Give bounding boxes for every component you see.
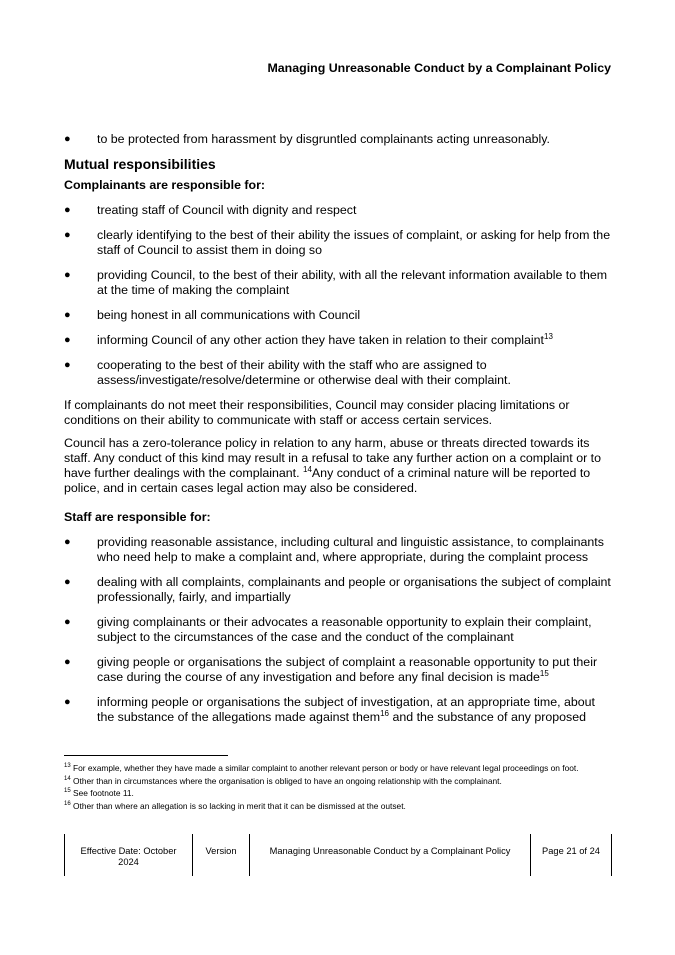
- list-item: [64, 228, 611, 258]
- footnote-number: 16: [64, 800, 71, 807]
- page-footer: [64, 834, 612, 876]
- bullet-icon: ●: [64, 576, 71, 588]
- list-item: [64, 308, 611, 323]
- bullet-icon: ●: [64, 359, 71, 371]
- list-item-text: informing people or organisations the subject of investigation, at an appropriate time, about the substance of the allegations made against them: [97, 695, 595, 724]
- paragraph-zero-tolerance: [64, 436, 611, 496]
- list-item-text: informing Council of any other action they have taken in relation to their complaint: [97, 333, 545, 347]
- bullet-icon: ●: [64, 536, 71, 548]
- list-item: [64, 575, 611, 605]
- footnote-ref-14[interactable]: 14: [303, 464, 312, 474]
- list-item: [64, 358, 611, 388]
- footnote-ref-15[interactable]: 15: [539, 668, 549, 678]
- list-item-text: treating staff of Council with dignity and respect: [97, 203, 357, 217]
- subheading-staff: Staff are responsible for:: [64, 510, 211, 524]
- list-item: [64, 203, 611, 218]
- list-item-text: giving complainants or their advocates a reasonable opportunity to explain their complaint, subject to the circumstances of the case and the conduct of the complainant: [97, 615, 592, 644]
- footnotes: [64, 763, 611, 813]
- footnote-text: Other than where an allegation is so lacking in merit that it can be dismissed at the outset.: [70, 800, 406, 811]
- footer-effective-year: 2024: [118, 857, 139, 867]
- list-item-text: providing reasonable assistance, including cultural and linguistic assistance, to complainants who need help to make a complaint and, where appropriate, during the complaint process: [97, 535, 604, 564]
- footnote: [64, 776, 611, 787]
- section-heading: Mutual responsibilities: [64, 156, 216, 172]
- list-item: [64, 535, 611, 565]
- body-content: [64, 132, 611, 735]
- footer-page-number: Page 21 of 24: [531, 834, 612, 876]
- running-header: Managing Unreasonable Conduct by a Complainant Policy: [267, 61, 611, 75]
- footer-policy-name: Managing Unreasonable Conduct by a Complainant Policy: [250, 834, 531, 876]
- list-item-text: to be protected from harassment by disgruntled complainants acting unreasonably.: [97, 132, 550, 146]
- list-item-text: giving people or organisations the subject of complaint a reasonable opportunity to put their case during the course of any investigation and before any final decision is made: [97, 655, 598, 684]
- footnote-number: 13: [64, 763, 71, 770]
- list-item-text: providing Council, to the best of their ability, with all the relevant information available to them at the time of making the complaint: [97, 268, 608, 297]
- footnote-text: Other than in circumstances where the organisation is obliged to have an ongoing relationship with the complainant.: [70, 775, 502, 786]
- paragraph-limitations: If complainants do not meet their responsibilities, Council may consider placing limitations or conditions on their ability to communicate with staff or access certain services.: [64, 398, 570, 427]
- list-item: [64, 615, 611, 645]
- list-item: [64, 268, 611, 298]
- list-item: [64, 132, 611, 147]
- footnote-number: 15: [64, 788, 71, 795]
- bullet-icon: ●: [64, 656, 71, 668]
- bullet-icon: ●: [64, 269, 71, 281]
- footnote-divider: [64, 755, 228, 756]
- paragraph-text: Any conduct of a criminal nature will be reported to police, and in certain cases legal action may also be considered.: [64, 466, 591, 495]
- footnote-ref-16[interactable]: 16: [380, 708, 390, 718]
- bullet-icon: ●: [64, 616, 71, 628]
- footnote-number: 14: [64, 775, 71, 782]
- paragraph-text: Council has a zero-tolerance policy in relation to any harm, abuse or threats directed towards its staff. Any conduct of this kind may result in a refusal to take any further action on a complaint or to have further dealings with the complainant.: [64, 436, 601, 480]
- footnote-ref-13[interactable]: 13: [544, 331, 553, 341]
- list-item: [64, 655, 611, 685]
- footer-effective-date: [64, 834, 193, 876]
- footnote: [64, 801, 611, 812]
- list-item: [64, 333, 611, 348]
- footer-effective-label: Effective Date: October: [80, 846, 177, 856]
- bullet-icon: ●: [64, 229, 71, 241]
- bullet-icon: ●: [64, 133, 71, 145]
- footnote: [64, 788, 611, 799]
- footnote-text: For example, whether they have made a similar complaint to another relevant person or body or have relevant legal proceedings on foot.: [70, 763, 579, 773]
- subheading-complainants: Complainants are responsible for:: [64, 178, 266, 192]
- bullet-icon: ●: [64, 309, 71, 321]
- list-item-text: clearly identifying to the best of their ability the issues of complaint, or asking for help from the staff of Council to assist them in doing so: [97, 228, 611, 257]
- bullet-icon: ●: [64, 696, 71, 708]
- list-item-text: cooperating to the best of their ability with the staff who are assigned to assess/investigate/resolve/determine or otherwise deal with their complaint.: [97, 358, 511, 387]
- list-item: [64, 695, 611, 725]
- bullet-icon: ●: [64, 334, 71, 346]
- footnote-text: See footnote 11.: [70, 788, 134, 798]
- list-item-text: dealing with all complaints, complainants and people or organisations the subject of complaint professionally, fairly, and impartially: [97, 575, 611, 604]
- list-item-text: being honest in all communications with Council: [97, 308, 361, 322]
- footnote: [64, 763, 611, 774]
- bullet-icon: ●: [64, 204, 71, 216]
- list-item-text: and the substance of any proposed: [389, 710, 587, 724]
- footer-version: Version: [193, 834, 250, 876]
